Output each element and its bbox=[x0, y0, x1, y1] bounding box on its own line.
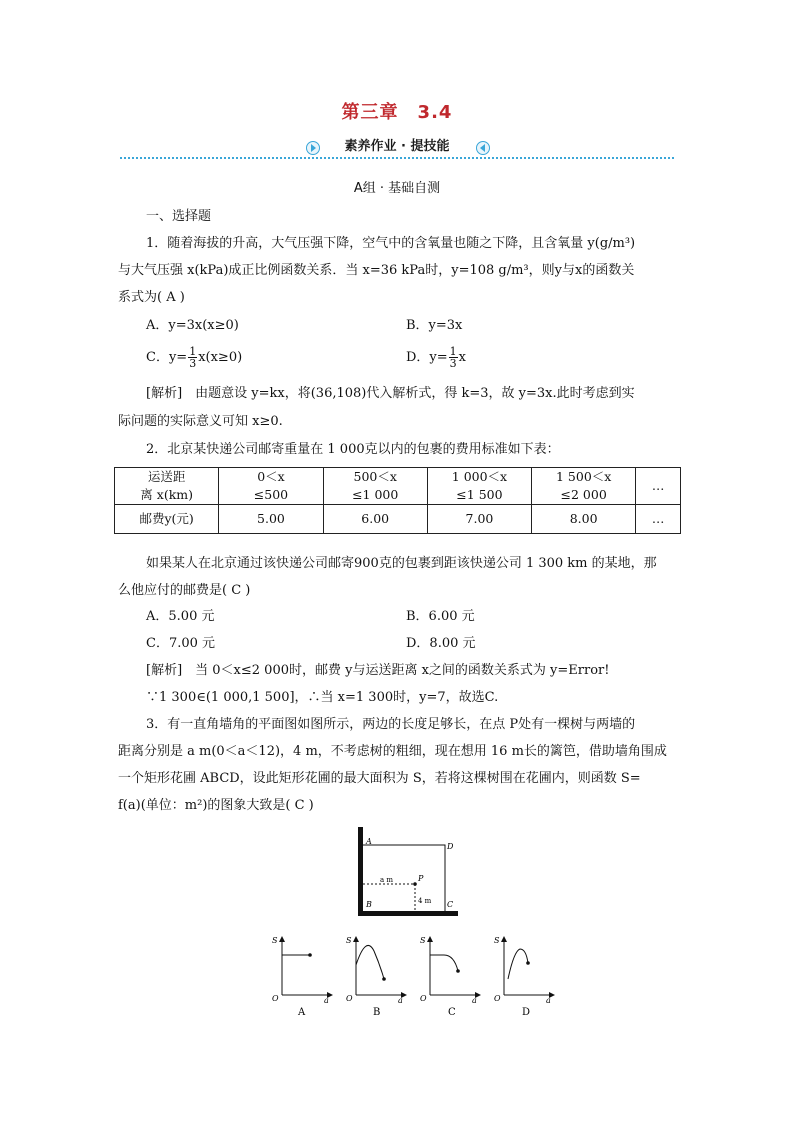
table-row bbox=[115, 505, 681, 534]
q2-option-d: D．8.00 元 bbox=[406, 636, 476, 651]
q1-text-line1: 1．随着海拔的升高，大气压强下降，空气中的含氧量也随之下降，且含氧量 y(g/m³) bbox=[146, 236, 636, 251]
banner-label: 素养作业 · 提技能 bbox=[320, 138, 474, 156]
q2-analysis-line1: [解析] 当 0＜x≤2 000时，邮费 y与运送距离 x之间的函数关系式为 y=Error! bbox=[146, 663, 610, 678]
a-label: a bbox=[398, 996, 403, 1005]
s-label: S bbox=[420, 936, 426, 945]
graph-c bbox=[420, 936, 480, 1018]
curve bbox=[430, 955, 458, 971]
tree-point bbox=[413, 882, 417, 886]
curve bbox=[356, 945, 384, 979]
curve bbox=[508, 949, 528, 979]
graph-caption: C bbox=[448, 1007, 456, 1018]
q3-text-line4: f(a)(单位：m²)的图象大致是( C ) bbox=[118, 798, 314, 813]
table-cell: 8.00 bbox=[532, 505, 636, 534]
q2-option-a: A．5.00 元 bbox=[146, 609, 215, 624]
table-cell: 5.00 bbox=[219, 505, 323, 534]
q3-text-line2: 距离分别是 a m(0＜a＜12)，4 m，不考虑树的粗细，现在想用 16 m长的篱笆，借助墙角围成 bbox=[118, 744, 667, 759]
graph-caption: A bbox=[298, 1007, 306, 1018]
table-cell: 6.00 bbox=[323, 505, 427, 534]
group-title: A组 · 基础自测 bbox=[353, 181, 441, 196]
table-header-cell: 运送距 离 x(km) bbox=[115, 468, 219, 505]
endpoint bbox=[456, 969, 460, 973]
wall-corner-figure bbox=[350, 825, 465, 920]
rectangle-outline bbox=[363, 845, 445, 911]
table-cell: … bbox=[636, 468, 681, 505]
endpoint bbox=[308, 953, 312, 957]
label-p-point: P bbox=[418, 874, 424, 883]
q1-option-b: B．y=3x bbox=[406, 318, 463, 333]
label-d-vertex: D bbox=[447, 842, 454, 851]
q3-text-line3: 一个矩形花圃 ABCD，设此矩形花圃的最大面积为 S，若将这棵树围在花圃内，则函数 S= bbox=[118, 771, 641, 786]
origin-label: O bbox=[346, 994, 353, 1003]
play-right-icon bbox=[306, 141, 320, 155]
table-cell: 1 000＜x ≤1 500 bbox=[427, 468, 531, 505]
section-banner bbox=[120, 138, 674, 158]
s-label: S bbox=[272, 936, 278, 945]
graph-caption: D bbox=[522, 1007, 531, 1018]
q1-text-line3: 系式为( A ) bbox=[118, 290, 185, 305]
q2-option-c: C．7.00 元 bbox=[146, 636, 216, 651]
label-c-vertex: C bbox=[447, 900, 454, 909]
endpoint bbox=[382, 977, 386, 981]
table-cell: 500＜x ≤1 000 bbox=[323, 468, 427, 505]
table-cell: 0＜x ≤500 bbox=[219, 468, 323, 505]
q1-option-c: C．y= $\frac{1}{3}$ x(x≥0) bbox=[146, 345, 243, 370]
endpoint bbox=[526, 961, 530, 965]
table-cell: 1 500＜x ≤2 000 bbox=[532, 468, 636, 505]
wall-vertical bbox=[358, 827, 363, 915]
q2-text-line1: 如果某人在北京通过该快递公司邮寄900克的包裹到距该快递公司 1 300 km 的某地，那 bbox=[146, 556, 657, 571]
section-heading: 一、选择题 bbox=[146, 209, 212, 224]
fraction-one-third: $\frac{1}{3}$ bbox=[449, 345, 457, 370]
graph-b bbox=[346, 936, 406, 1018]
fraction-one-third: $\frac{1}{3}$ bbox=[189, 345, 197, 370]
a-label: a bbox=[472, 996, 477, 1005]
chapter-title: 第三章 3.4 bbox=[341, 102, 453, 123]
s-label: S bbox=[494, 936, 500, 945]
q1-text-line2: 与大气压强 x(kPa)成正比例函数关系．当 x=36 kPa时，y=108 g/m³，则y与x的函数关 bbox=[118, 263, 635, 278]
origin-label: O bbox=[272, 994, 279, 1003]
graph-d bbox=[494, 936, 554, 1018]
q2-analysis-line2: ∵1 300∈(1 000,1 500]，∴当 x=1 300时，y=7，故选C. bbox=[146, 690, 499, 705]
wall-horizontal bbox=[358, 911, 458, 916]
graph-caption: B bbox=[373, 1007, 381, 1018]
q1-analysis-line2: 际问题的实际意义可知 x≥0. bbox=[118, 414, 283, 429]
fee-table bbox=[114, 467, 681, 534]
q2-text-line2: 么他应付的邮费是( C ) bbox=[118, 583, 251, 598]
label-4-meters: 4 m bbox=[418, 897, 432, 905]
origin-label: O bbox=[420, 994, 427, 1003]
q1-option-a: A．y=3x(x≥0) bbox=[146, 318, 239, 333]
label-a-meters: a m bbox=[380, 876, 394, 884]
table-header-cell: 邮费y(元) bbox=[115, 505, 219, 534]
q1-option-d: D．y= $\frac{1}{3}$ x bbox=[406, 345, 467, 370]
q2-option-b: B．6.00 元 bbox=[406, 609, 475, 624]
q3-text-line1: 3．有一直角墙角的平面图如图所示，两边的长度足够长，在点 P处有一棵树与两墙的 bbox=[146, 717, 636, 732]
table-cell: 7.00 bbox=[427, 505, 531, 534]
origin-label: O bbox=[494, 994, 501, 1003]
table-row bbox=[115, 468, 681, 505]
a-label: a bbox=[324, 996, 329, 1005]
graph-a bbox=[272, 936, 332, 1018]
q1-analysis-line1: [解析] 由题意设 y=kx，将(36,108)代入解析式，得 k=3，故 y=3x.此时考虑到实 bbox=[146, 386, 635, 401]
answer-graphs bbox=[262, 933, 562, 1023]
q2-intro: 2．北京某快递公司邮寄重量在 1 000克以内的包裹的费用标准如下表： bbox=[146, 442, 560, 457]
table-cell: … bbox=[636, 505, 681, 534]
label-a-vertex: A bbox=[366, 837, 372, 846]
banner-dotted-line bbox=[120, 157, 674, 159]
a-label: a bbox=[546, 996, 551, 1005]
label-b-vertex: B bbox=[366, 900, 372, 909]
s-label: S bbox=[346, 936, 352, 945]
play-left-icon bbox=[476, 141, 490, 155]
